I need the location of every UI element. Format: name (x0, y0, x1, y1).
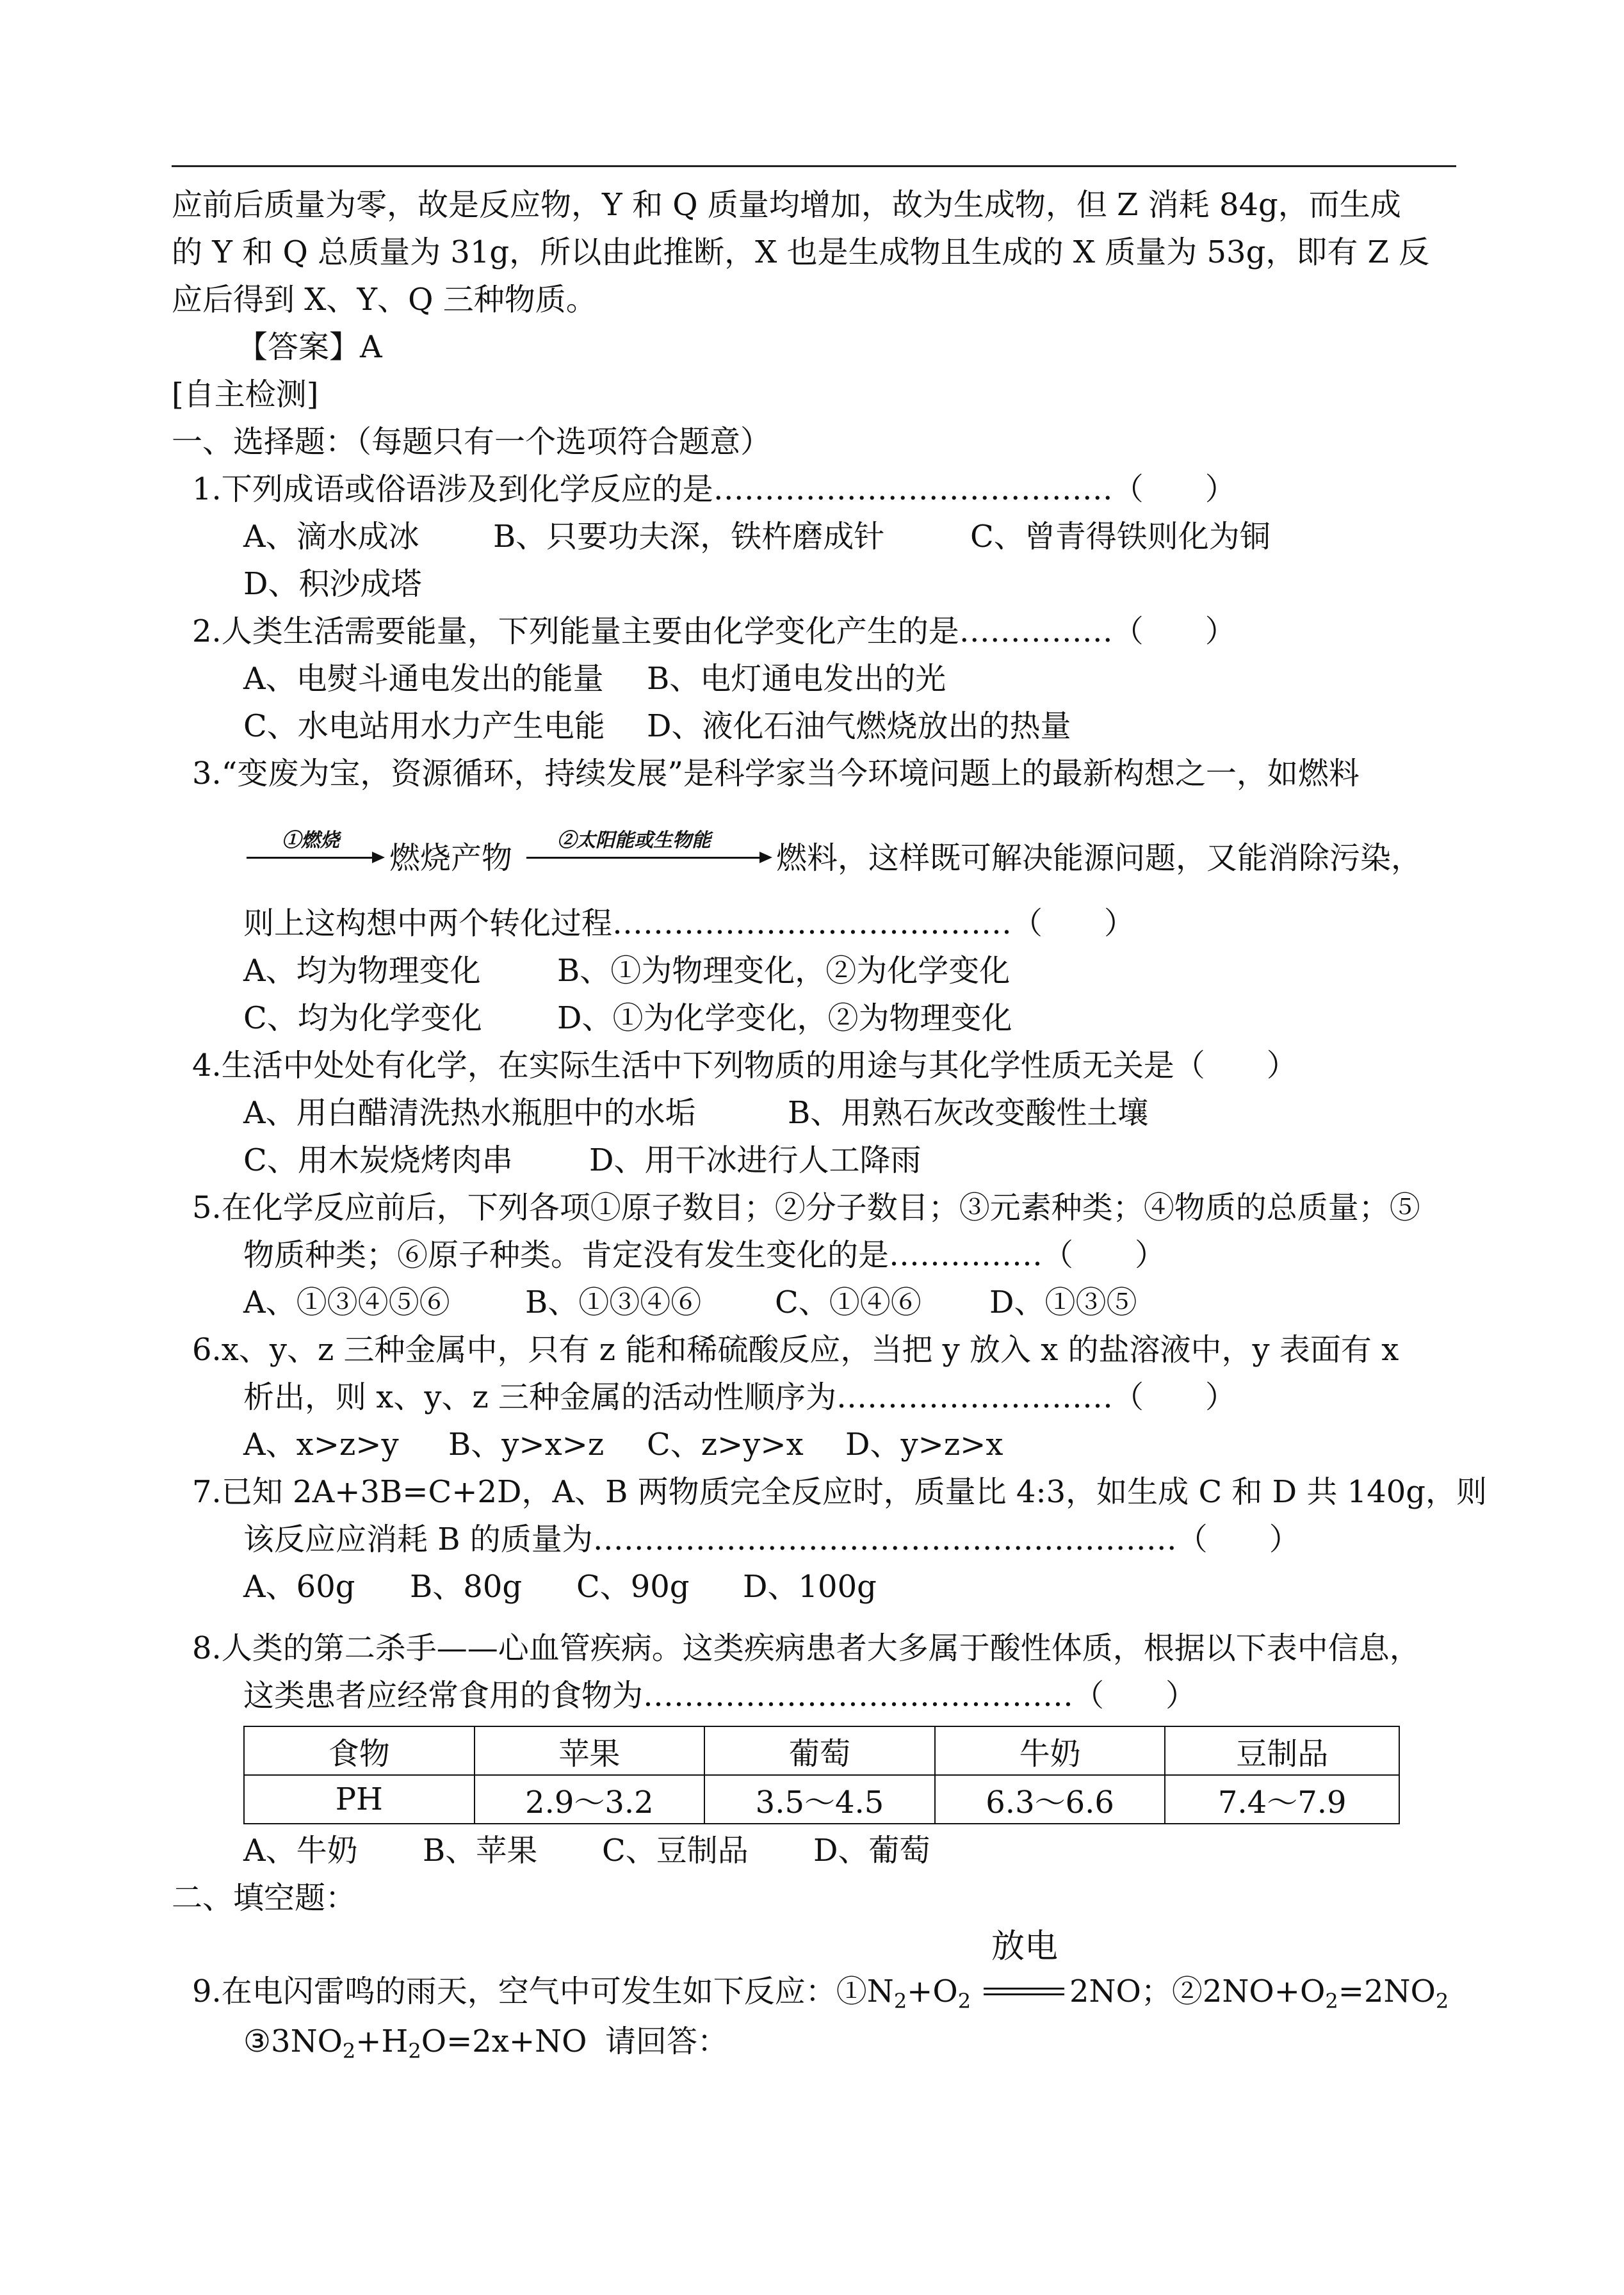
q3-stem: 3.“变废为宝，资源循环，持续发展”是科学家当今环境问题上的最新构想之一，如燃料 (192, 756, 1360, 791)
intro-line-2: 的 Y 和 Q 总质量为 31g，所以由此推断，X 也是生成物且生成的 X 质量为 53g，即有 Z 反 (172, 234, 1430, 270)
q6-stem-2: 析出，则 x、y、z 三种金属的活动性顺序为………………………（ ） (243, 1379, 1236, 1415)
intro-line-3: 应后得到 X、Y、Q 三种物质。 (172, 282, 597, 318)
q5-option-a: A、①③④⑤⑥ (243, 1285, 450, 1320)
q4-stem: 4.生活中处处有化学，在实际生活中下列物质的用途与其化学性质无关是（ ） (192, 1048, 1297, 1083)
q3-option-d: D、①为化学变化，②为物理变化 (557, 1000, 1012, 1036)
q2-option-a: A、电熨斗通电发出的能量 (243, 661, 604, 697)
q2-option-d: D、液化石油气燃烧放出的热量 (647, 708, 1071, 744)
q1-option-c: C、曾青得铁则化为铜 (970, 519, 1271, 555)
self-check-heading: [自主检测] (172, 377, 319, 412)
ph-table-cell: 豆制品 (1165, 1726, 1399, 1775)
q2-option-b: B、电灯通电发出的光 (647, 661, 946, 697)
q9-equation-3: $③3NO_2+H_2O=2x+NO$ (243, 2023, 587, 2063)
q5-option-c: C、①④⑥ (775, 1285, 922, 1320)
q8-option-a: A、牛奶 (243, 1833, 358, 1869)
q3-arrow-2 (526, 857, 770, 859)
q3-stem-tail: 燃料，这样既可解决能源问题，又能消除污染， (776, 840, 1422, 876)
q4-option-b: B、用熟石灰改变酸性土壤 (788, 1095, 1149, 1131)
q7-option-b: B、80g (410, 1569, 523, 1605)
ph-table-cell: 2.9～3.2 (475, 1775, 705, 1824)
q9-stem: 9.在电闪雷鸣的雨天，空气中可发生如下反应：$①N_2+O_2$ (192, 1974, 971, 2013)
q7-option-d: D、100g (743, 1569, 877, 1605)
ph-table-header-row (244, 1726, 1399, 1775)
q7-option-a: A、60g (243, 1569, 355, 1605)
q3-stem-2: 则上这构想中两个转化过程…………………………………（ ） (243, 905, 1135, 941)
ph-table-cell: 6.3～6.6 (935, 1775, 1165, 1824)
q6-option-c: C、z>y>x (647, 1427, 804, 1463)
ph-table (243, 1726, 1400, 1824)
q3-option-b: B、①为物理变化，②为化学变化 (557, 953, 1011, 989)
top-rule (172, 165, 1456, 167)
ph-table-cell: 3.5～4.5 (704, 1775, 935, 1824)
section-2-title: 二、填空题： (172, 1880, 357, 1916)
q9-reaction-condition: 放电 (991, 1927, 1059, 1966)
q2-option-c: C、水电站用水力产生电能 (243, 708, 605, 744)
q3-arrow-1 (247, 857, 382, 859)
q4-option-c: C、用木炭烧烤肉串 (243, 1142, 513, 1178)
q5-stem: 5.在化学反应前后，下列各项①原子数目；②分子数目；③元素种类；④物质的总质量；⑤ (192, 1190, 1420, 1226)
q7-stem-2: 该反应应消耗 B 的质量为…………………………………………………（ ） (243, 1521, 1300, 1557)
q1-option-d: D、积沙成塔 (243, 566, 422, 602)
ph-table-cell: PH (244, 1775, 475, 1824)
ph-table-cell: 7.4～7.9 (1165, 1775, 1399, 1824)
q8-option-d: D、葡萄 (813, 1833, 930, 1869)
q5-stem-2: 物质种类；⑥原子种类。肯定没有发生变化的是……………（ ） (243, 1237, 1166, 1273)
q6-option-a: A、x>z>y (243, 1427, 399, 1463)
answer-label: 【答案】A (237, 329, 382, 365)
q3-mid-product: 燃烧产物 (389, 840, 513, 876)
q7-option-c: C、90g (576, 1569, 690, 1605)
q1-option-a: A、滴水成冰 (243, 519, 419, 555)
q9-double-line-sign (984, 1988, 1064, 1995)
q8-stem: 8.人类的第二杀手——心血管疾病。这类疾病患者大多属于酸性体质，根据以下表中信息， (192, 1630, 1420, 1666)
q7-stem: 7.已知 2A+3B=C+2D，A、B 两物质完全反应时，质量比 4:3，如生成 C 和 D 共 140g，则 (192, 1474, 1488, 1510)
q8-option-b: B、苹果 (423, 1833, 538, 1869)
q6-option-d: D、y>z>x (845, 1427, 1003, 1463)
q5-option-d: D、①③⑤ (989, 1285, 1137, 1320)
q4-option-d: D、用干冰进行人工降雨 (589, 1142, 922, 1178)
q3-option-a: A、均为物理变化 (243, 953, 481, 989)
q5-option-b: B、①③④⑥ (525, 1285, 702, 1320)
ph-table-cell: 苹果 (475, 1726, 705, 1775)
q3-arrow-2-label: ②太阳能或生物能 (557, 829, 711, 852)
q8-option-c: C、豆制品 (602, 1833, 749, 1869)
q1-option-b: B、只要功夫深，铁杵磨成针 (493, 519, 885, 555)
q6-stem: 6.x、y、z 三种金属中，只有 z 能和稀硫酸反应，当把 y 放入 x 的盐溶液中，y 表面有 x (192, 1332, 1399, 1368)
q9-prompt: 请回答： (605, 2023, 729, 2059)
q4-option-a: A、用白醋清洗热水瓶胆中的水垢 (243, 1095, 696, 1131)
q3-option-c: C、均为化学变化 (243, 1000, 482, 1036)
q2-stem: 2.人类生活需要能量，下列能量主要由化学变化产生的是……………（ ） (192, 613, 1236, 649)
ph-table-cell: 牛奶 (935, 1726, 1165, 1775)
intro-line-1: 应前后质量为零，故是反应物，Y 和 Q 质量均增加，故为生成物，但 Z 消耗 84g，而生成 (172, 187, 1401, 223)
ph-table-cell: 葡萄 (704, 1726, 935, 1775)
q1-stem: 1.下列成语或俗语涉及到化学反应的是…………………………………（ ） (192, 471, 1236, 507)
ph-table-value-row (244, 1775, 1399, 1824)
q9-equation-1-2: 2NO；$②2NO+O_2=2NO_2$ (1069, 1974, 1449, 2013)
ph-table-cell: 食物 (244, 1726, 475, 1775)
section-1-title: 一、选择题：（每题只有一个选项符合题意） (172, 424, 772, 460)
q6-option-b: B、y>x>z (448, 1427, 605, 1463)
q8-stem-2: 这类患者应经常食用的食物为……………………………………（ ） (243, 1678, 1197, 1714)
q3-arrow-1-label: ①燃烧 (282, 829, 339, 852)
